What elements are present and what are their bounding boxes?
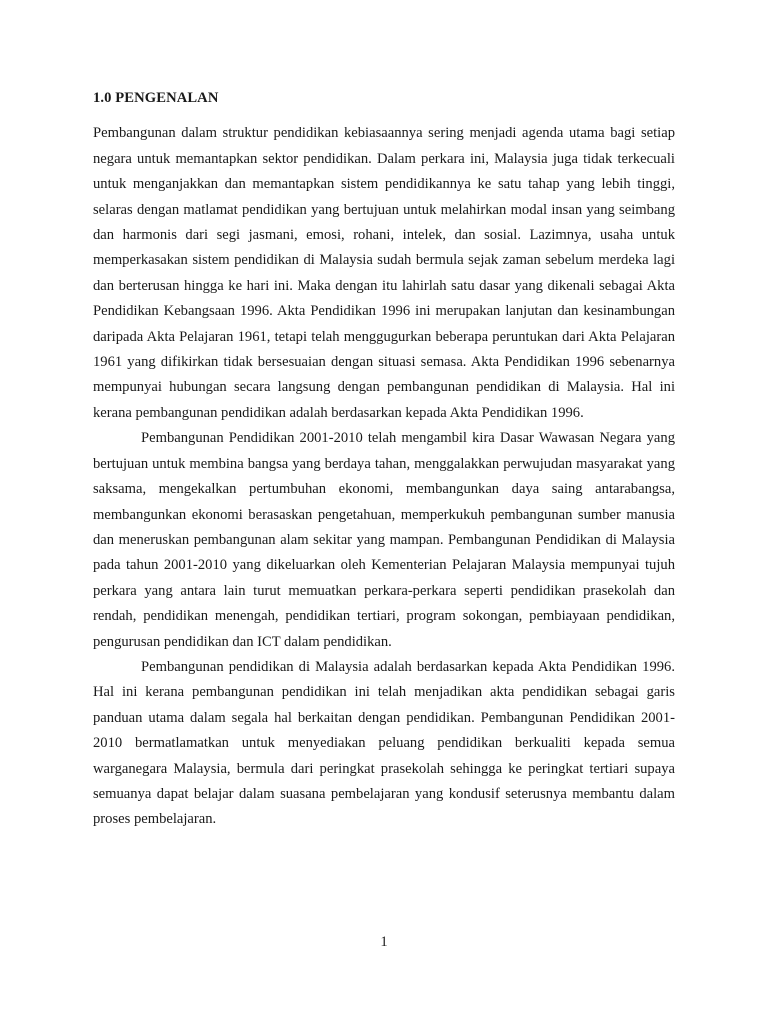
paragraph-2: Pembangunan Pendidikan 2001-2010 telah mengambil kira Dasar Wawasan Negara yang bertujuan untuk membina bangsa yang berdaya tahan, menggalakkan perwujudan masyarakat yang saksama, mengekalkan pertumbuhan ekonomi, membangunkan daya saing antarabangsa, membangunkan ekonomi berasaskan pengetahuan, memperkukuh pembangunan sumber manusia dan meneruskan pembangunan alam sekitar yang mampan. Pembangunan Pendidikan di Malaysia pada tahun 2001-2010 yang dikeluarkan oleh Kementerian Pelajaran Malaysia mempunyai tujuh perkara yang antara lain turut memuatkan perkara-perkara seperti pendidikan prasekolah dan rendah, pendidikan menengah, pendidikan tertiari, program sokongan, pembiayaan pendidikan, pengurusan pendidikan dan ICT dalam pendidikan. xyxy=(93,430,675,650)
page-body xyxy=(93,86,675,833)
paragraph-3: Pembangunan pendidikan di Malaysia adalah berdasarkan kepada Akta Pendidikan 1996. Hal ini kerana pembangunan pendidikan ini telah menjadikan akta pendidikan sebagai garis panduan utama dalam segala hal berkaitan dengan pendidikan. Pembangunan Pendidikan 2001-2010 bermatlamatkan untuk menyediakan peluang pendidikan berkualiti kepada semua warganegara Malaysia, bermula dari peringkat prasekolah sehingga ke peringkat tertiari supaya semuanya dapat belajar dalam suasana pembelajaran yang kondusif seterusnya membantu dalam proses pembelajaran. xyxy=(93,658,675,828)
page-number: 1 xyxy=(380,934,388,950)
paragraph-1: Pembangunan dalam struktur pendidikan kebiasaannya sering menjadi agenda utama bagi setiap negara untuk memantapkan sektor pendidikan. Dalam perkara ini, Malaysia juga tidak terkecuali untuk menganjakkan dan memantapkan sistem pendidikannya ke satu tahap yang lebih tinggi, selaras dengan matlamat pendidikan yang bertujuan untuk melahirkan modal insan yang seimbang dan harmonis dari segi jasmani, emosi, rohani, intelek, dan sosial. Lazimnya, usaha untuk memperkasakan sistem pendidikan di Malaysia sudah bermula sejak zaman sebelum merdeka lagi dan berterusan hingga ke hari ini. Maka dengan itu lahirlah satu dasar yang dikenali sebagai Akta Pendidikan Kebangsaan 1996. Akta Pendidikan 1996 ini merupakan lanjutan dan kesinambungan daripada Akta Pelajaran 1961, tetapi telah menggugurkan beberapa peruntukan dari Akta Pelajaran 1961 yang difikirkan tidak bersesuaian dengan situasi semasa. Akta Pendidikan 1996 sebenarnya mempunyai hubungan secara langsung dengan pembangunan pendidikan di Malaysia. Hal ini kerana pembangunan pendidikan adalah berdasarkan kepada Akta Pendidikan 1996. xyxy=(93,125,675,421)
section-heading: 1.0 PENGENALAN xyxy=(93,90,219,106)
